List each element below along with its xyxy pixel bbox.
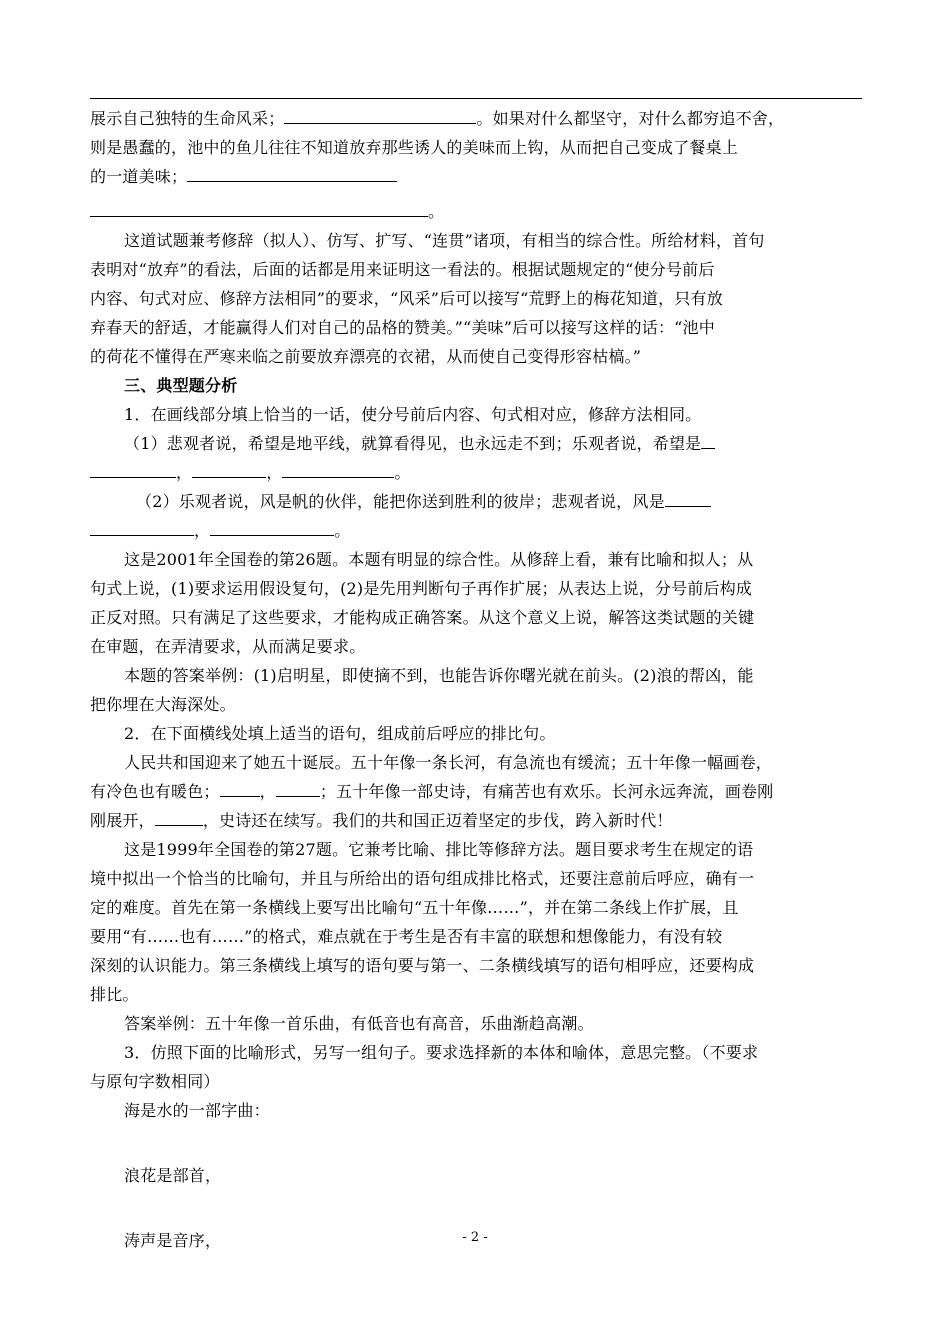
- example-line: 海是水的一部字曲：: [124, 1101, 270, 1120]
- analysis-line: 句式上说，(1)要求运用假设复句，(2)是先用判断句子再作扩展；从表达上说，分号前后构成: [90, 579, 753, 598]
- analysis-line: 正反对照。只有满足了这些要求，才能构成正确答案。从这个意义上说，解答这类试题的关键: [90, 608, 755, 627]
- answer-line: 把你埋在大海深处。: [90, 695, 236, 714]
- question-text: 人民共和国迎来了她五十诞辰。五十年像一条长河，有急流也有缓流；五十年像一幅画卷，: [124, 753, 773, 772]
- answer-line: 答案举例：五十年像一首乐曲，有低音也有高音，乐曲渐趋高潮。: [124, 1014, 594, 1033]
- analysis-line: 深刻的认识能力。第三条横线上填写的语句要与第一、二条横线填写的语句相呼应，还要构成: [90, 956, 755, 975]
- question-stem: 3．仿照下面的比喻形式，另写一组句子。要求选择新的本体和喻体，意思完整。（不要求: [124, 1043, 759, 1062]
- answer-blank[interactable]: [284, 105, 476, 124]
- answer-blank[interactable]: [90, 198, 428, 217]
- analysis-line: 要用“有……也有……”的格式，难点就在于考生是否有丰富的联想和想像能力，有没有较: [90, 927, 723, 946]
- analysis-line: 的荷花不懂得在严寒来临之前要放弃漂亮的衣裙，从而使自己变得形容枯槁。”: [90, 347, 642, 366]
- question-sub: （2）乐观者说，风是帆的伙伴，能把你送到胜利的彼岸；悲观者说，风是: [90, 487, 862, 516]
- answer-blank[interactable]: [282, 459, 394, 478]
- analysis-line: 这是2001年全国卷的第26题。本题有明显的综合性。从修辞上看，兼有比喻和拟人；从: [124, 550, 754, 569]
- text-line: 。: [90, 197, 862, 226]
- section-heading: 三、典型题分析: [124, 376, 238, 395]
- text-line: 则是愚蠢的，池中的鱼儿往往不知道放弃那些诱人的美味而上钩，从而把自己变成了餐桌上: [90, 138, 739, 157]
- question-stem: 2．在下面横线处填上适当的语句，组成前后呼应的排比句。: [124, 724, 556, 743]
- question-stem: 与原句字数相同）: [90, 1072, 220, 1091]
- question-text: 有冷色也有暖色； ， ；五十年像一部史诗，有痛苦也有欢乐。长河永远奔流，画卷刚: [90, 777, 862, 806]
- answer-line: 本题的答案举例：(1)启明星，即使摘不到，也能告诉你曙光就在前头。(2)浪的帮凶，能: [124, 666, 754, 685]
- example-line: 涛声是音序，: [124, 1231, 222, 1250]
- answer-blank[interactable]: [276, 778, 320, 797]
- analysis-line: 境中拟出一个恰当的比喻句，并且与所给出的语句组成排比格式，还要注意前后呼应，确有一: [90, 869, 755, 888]
- question-stem: 1．在画线部分填上恰当的一话，使分号前后内容、句式相对应，修辞方法相同。: [124, 405, 702, 424]
- answer-blank[interactable]: [701, 430, 715, 449]
- document-body: [90, 104, 862, 1255]
- analysis-line: 弃春天的舒适，才能赢得人们对自己的品格的赞美。”“美味”后可以接写这样的话：“池中: [90, 318, 715, 337]
- analysis-line: 排比。: [90, 985, 139, 1004]
- answer-blank[interactable]: [210, 517, 334, 536]
- analysis-line: 这是1999年全国卷的第27题。它兼考比喻、排比等修辞方法。题目要求考生在规定的语: [124, 840, 754, 859]
- answer-blank[interactable]: [155, 807, 203, 826]
- question-text: 刚展开， ，史诗还在续写。我们的共和国正迈着坚定的步伐，跨入新时代！: [90, 806, 862, 835]
- text-line: 的一道美味；: [90, 162, 862, 191]
- answer-blank[interactable]: [665, 488, 711, 507]
- blank-line: ， ， 。: [90, 458, 862, 487]
- text-line: 展示自己独特的生命风采； 。如果对什么都坚守，对什么都穷追不舍，: [90, 104, 862, 133]
- answer-blank[interactable]: [187, 163, 397, 182]
- analysis-line: 内容、句式对应、修辞方法相同”的要求，“风采”后可以接写“荒野上的梅花知道，只有放: [90, 289, 723, 308]
- answer-blank[interactable]: [192, 459, 266, 478]
- analysis-line: 定的难度。首先在第一条横线上要写出比喻句“五十年像……”，并在第二条线上作扩展，且: [90, 898, 739, 917]
- question-sub: （1）悲观者说，希望是地平线，就算看得见，也永远走不到；乐观者说，希望是: [90, 429, 862, 458]
- answer-blank[interactable]: [220, 778, 260, 797]
- answer-blank[interactable]: [90, 517, 194, 536]
- answer-blank[interactable]: [90, 459, 176, 478]
- analysis-line: 在审题，在弄清要求，从而满足要求。: [90, 637, 366, 656]
- header-rule: [90, 98, 862, 99]
- example-line: 浪花是部首，: [124, 1166, 222, 1185]
- page-number: - 2 -: [462, 1230, 488, 1245]
- analysis-line: 表明对“放弃”的看法，后面的话都是用来证明这一看法的。根据试题规定的“使分号前后: [90, 260, 715, 279]
- analysis-line: 这道试题兼考修辞（拟人）、仿写、扩写、“连贯”诸项，有相当的综合性。所给材料，首句: [124, 231, 765, 250]
- blank-line: ， 。: [90, 516, 862, 545]
